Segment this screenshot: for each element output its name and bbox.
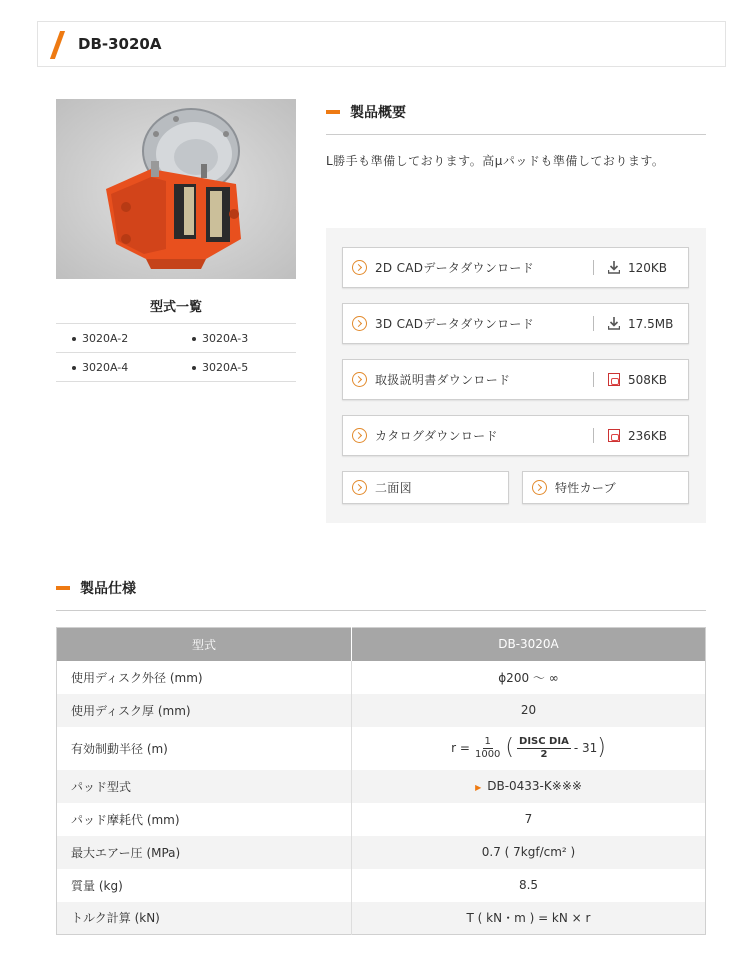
spec-value[interactable] (352, 770, 706, 803)
spec-label: 使用ディスク厚 (mm) (57, 694, 352, 727)
drawing-button[interactable]: 二面図 (342, 471, 509, 504)
spec-value: 20 (352, 694, 706, 727)
download-icon (608, 261, 620, 274)
spec-value: T ( kN・m ) = kN × r (352, 902, 706, 935)
spec-label: 質量 (kg) (57, 869, 352, 902)
table-row (57, 770, 706, 803)
accent-slash (50, 31, 65, 59)
spec-label: 使用ディスク外径 (mm) (57, 661, 352, 694)
download-panel (326, 228, 706, 523)
models-list-title: 型式一覧 (149, 300, 202, 315)
table-row (57, 803, 706, 836)
fraction: $\frac{1}{1000}$ (474, 735, 501, 760)
specs-heading: 製品仕様 (56, 578, 136, 598)
download-3d-cad-button[interactable]: 3D CADデータダウンロード 17.5MB (342, 303, 689, 344)
download-2d-cad-button[interactable]: 2D CADデータダウンロード 120KB (342, 247, 689, 288)
braking-radius-formula: r = $\frac{1}{1000}$ ( $\frac{\text{DISC DIA}}{2}$ - 31 ) (451, 735, 606, 760)
table-row (57, 902, 706, 935)
column-header: DB-3020A (352, 628, 706, 661)
spec-value: 8.5 (518, 878, 539, 892)
spec-value: ϕ200 ～ ∞ (498, 670, 559, 685)
download-catalog-button[interactable]: カタログダウンロード 236KB (342, 415, 689, 456)
arrow-circle-icon (532, 480, 547, 495)
separator (593, 260, 594, 275)
divider (326, 134, 706, 135)
spec-label: 最大エアー圧 (MPa) (57, 836, 352, 869)
file-size: 508KB (628, 372, 668, 387)
overview-text: L勝手も準備しております。高μパッドも準備しております。 (326, 154, 665, 168)
model-item[interactable]: 3020A-2 (56, 332, 176, 345)
model-item[interactable]: 3020A-3 (176, 332, 296, 345)
download-manual-button[interactable]: 取扱説明書ダウンロード 508KB (342, 359, 689, 400)
arrow-circle-icon (352, 372, 367, 387)
spec-value (352, 727, 706, 770)
pdf-icon (608, 429, 620, 442)
table-header-row (57, 628, 706, 661)
pdf-icon (608, 373, 620, 386)
arrow-circle-icon (352, 480, 367, 495)
models-row (56, 353, 296, 382)
overview-heading: 製品概要 (326, 102, 406, 122)
spec-table (56, 627, 706, 935)
spec-label: 有効制動半径 (m) (57, 727, 352, 770)
models-list (56, 323, 296, 382)
spec-label: パッド型式 (57, 770, 352, 803)
divider (56, 610, 706, 611)
separator (593, 428, 594, 443)
pad-model-link[interactable]: DB-0433-K※※※ (487, 779, 582, 793)
heading-bar (56, 586, 70, 590)
spec-value: 7 (524, 812, 533, 826)
file-size: 120KB (628, 260, 668, 275)
table-row (57, 661, 706, 694)
file-size: 17.5MB (628, 316, 674, 331)
table-row (57, 869, 706, 902)
arrow-circle-icon (352, 316, 367, 331)
separator (593, 372, 594, 387)
spec-label: トルク計算 (kN) (57, 902, 352, 935)
page-title: DB-3020A (78, 35, 162, 53)
models-row (56, 324, 296, 353)
triangle-right-icon: ▶ (475, 783, 482, 792)
product-image (56, 99, 296, 279)
file-size: 236KB (628, 428, 668, 443)
table-row (57, 694, 706, 727)
model-item[interactable]: 3020A-5 (176, 361, 296, 374)
characteristic-curve-button[interactable]: 特性カーブ (522, 471, 689, 504)
spec-label: パッド摩耗代 (mm) (57, 803, 352, 836)
column-header: 型式 (57, 628, 352, 661)
model-item[interactable]: 3020A-4 (56, 361, 176, 374)
arrow-circle-icon (352, 260, 367, 275)
title-bar (37, 21, 726, 67)
table-row (57, 836, 706, 869)
arrow-circle-icon (352, 428, 367, 443)
separator (593, 316, 594, 331)
table-row (57, 727, 706, 770)
heading-bar (326, 110, 340, 114)
fraction: $\frac{\text{DISC DIA}}{2}$ (519, 735, 569, 760)
spec-value: 0.7 ( 7kgf/cm² ) (352, 836, 706, 869)
download-icon (608, 317, 620, 330)
